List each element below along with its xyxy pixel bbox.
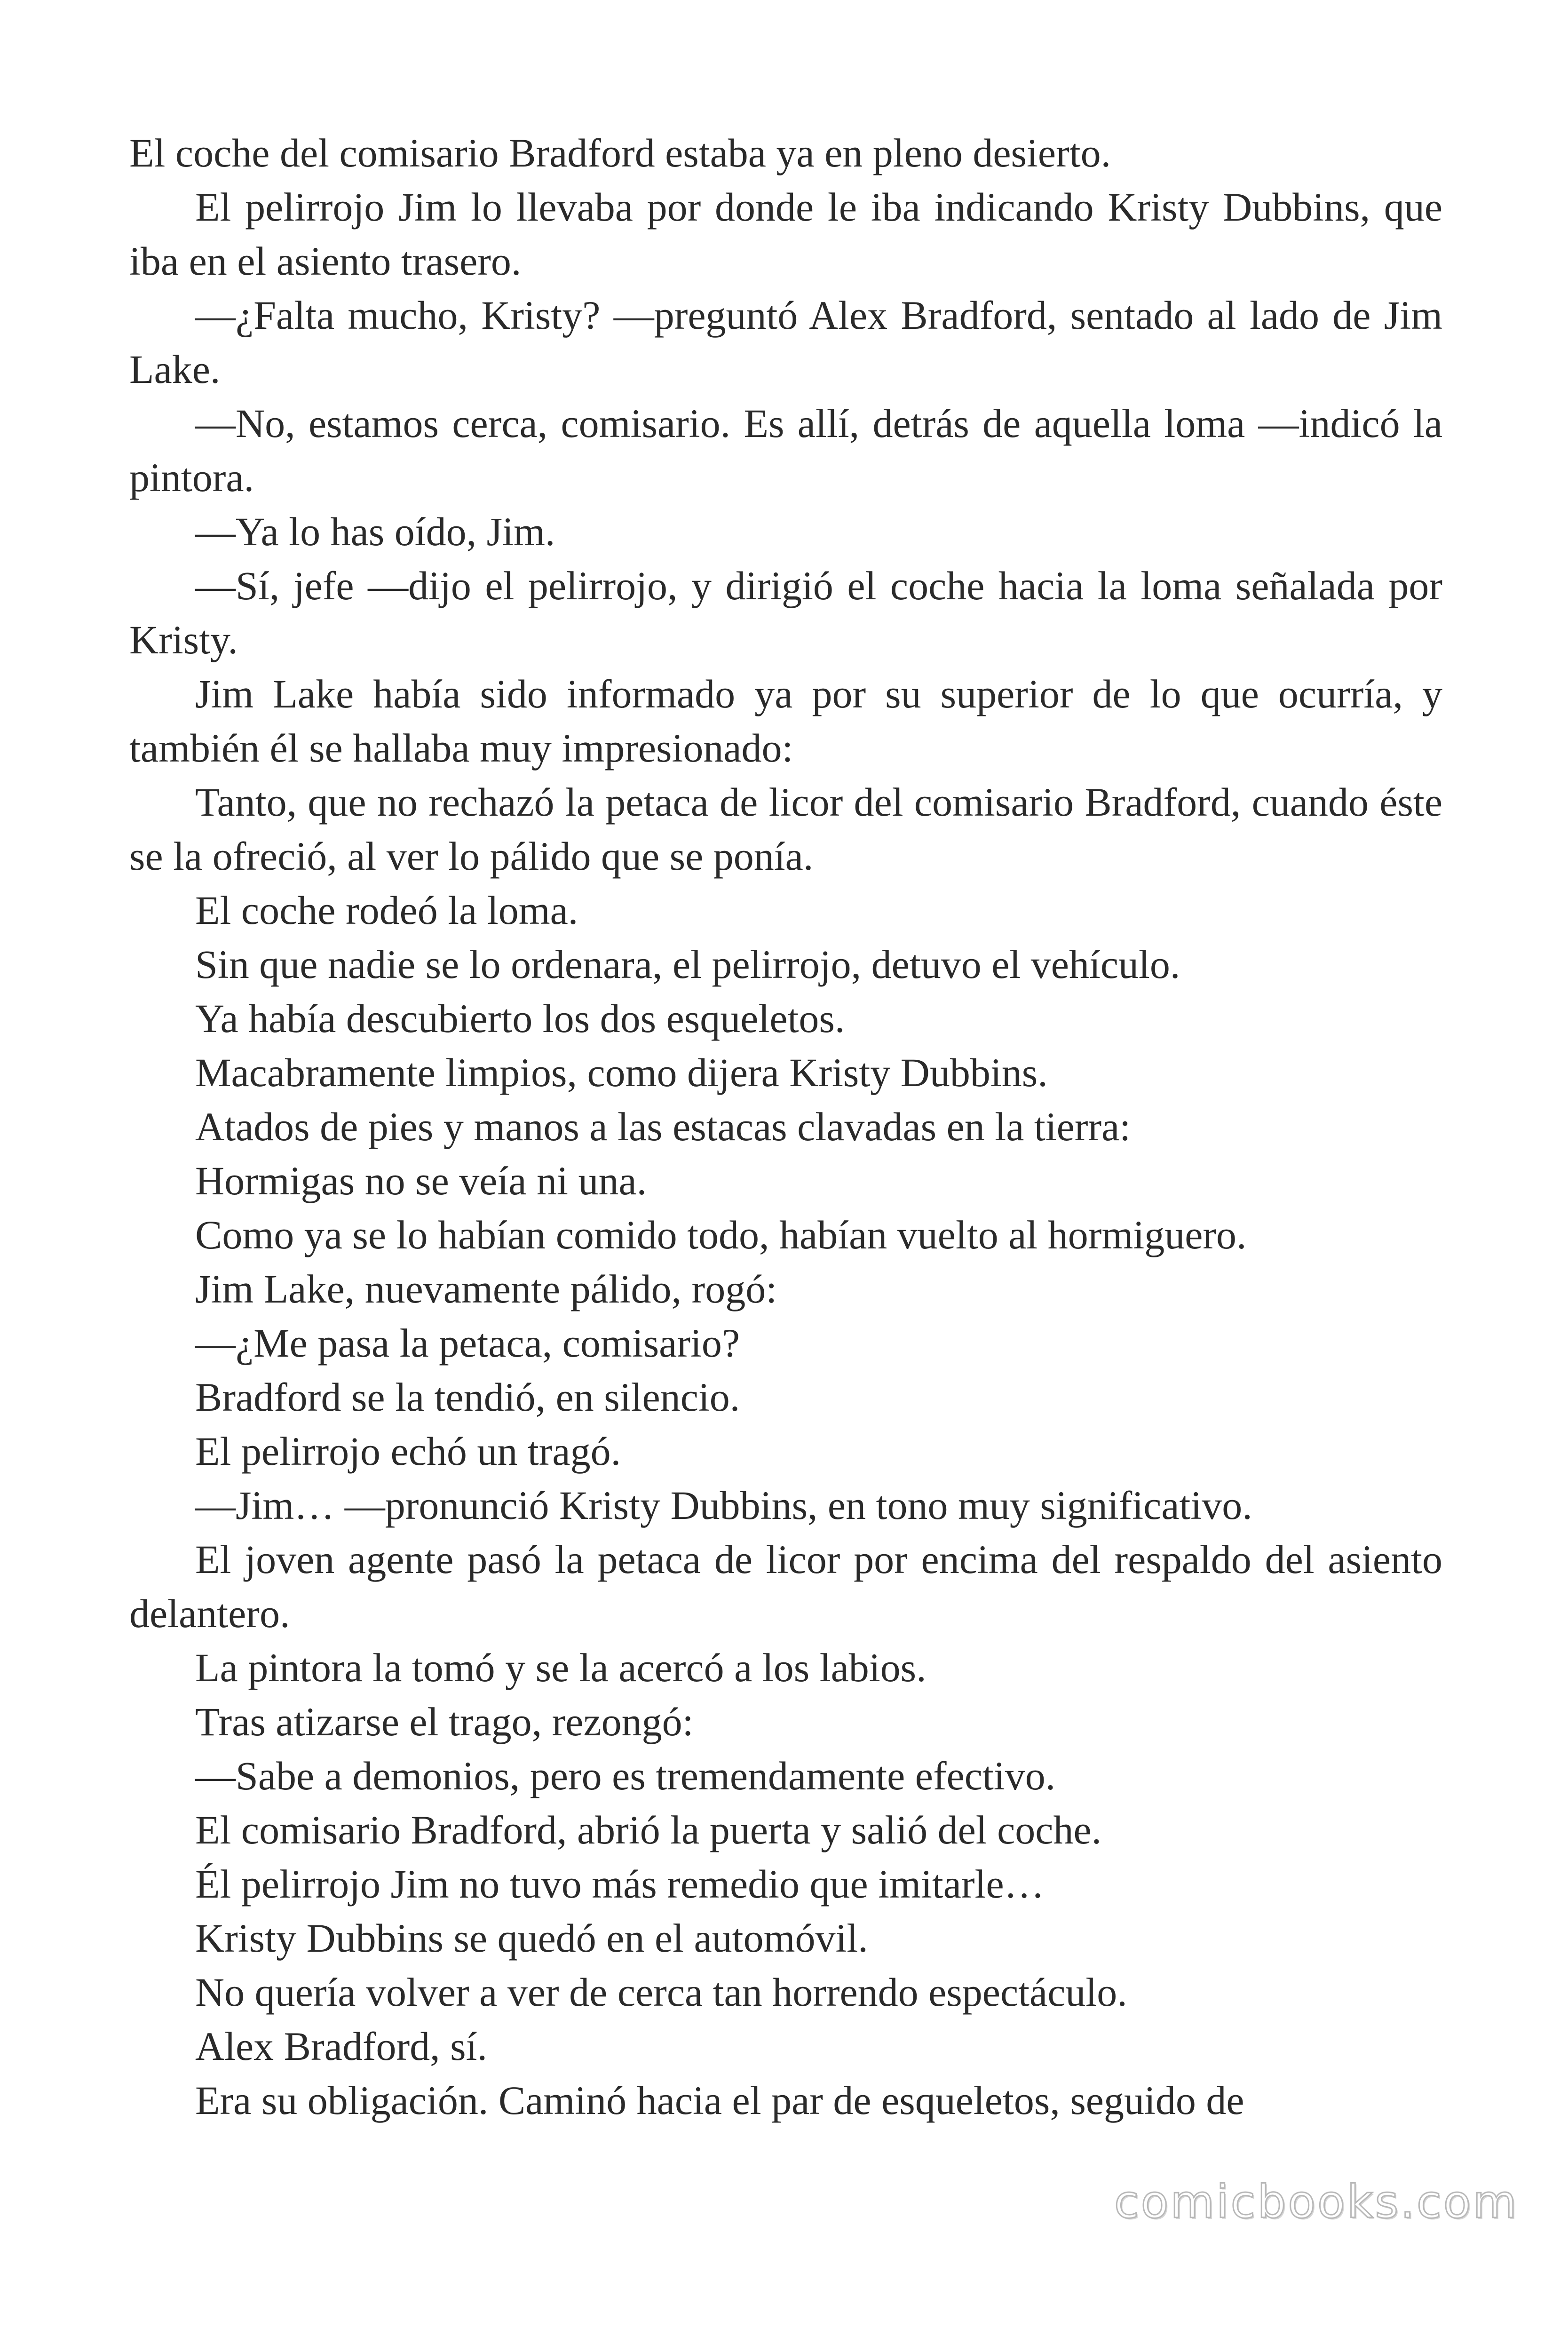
paragraph: Bradford se la tendió, en silencio. <box>195 1375 740 1420</box>
paragraph: Jim Lake, nuevamente pálido, rogó: <box>195 1266 777 1311</box>
paragraph: El pelirrojo echó un tragó. <box>195 1429 621 1474</box>
paragraph: Jim Lake había sido informado ya por su superior de lo que ocurría, y también él se hallaba muy impresionado: <box>129 671 1442 771</box>
paragraph: El comisario Bradford, abrió la puerta y salió del coche. <box>195 1807 1102 1852</box>
paragraph: Tanto, que no rechazó la petaca de licor del comisario Bradford, cuando éste se la ofreció, al ver lo pálido que se ponía. <box>129 779 1442 879</box>
paragraph: Era su obligación. Caminó hacia el par de esqueletos, seguido de <box>195 2078 1244 2123</box>
paragraph: —Ya lo has oído, Jim. <box>195 509 555 554</box>
paragraph: —No, estamos cerca, comisario. Es allí, detrás de aquella loma —indicó la pintora. <box>129 401 1442 500</box>
paragraph: Como ya se lo habían comido todo, habían vuelto al hormiguero. <box>195 1212 1247 1257</box>
paragraph: —Sabe a demonios, pero es tremendamente efectivo. <box>195 1753 1056 1798</box>
paragraph: —¿Me pasa la petaca, comisario? <box>195 1320 740 1366</box>
paragraph: —Sí, jefe —dijo el pelirrojo, y dirigió el coche hacia la loma señalada por Kristy. <box>129 563 1442 662</box>
paragraph: La pintora la tomó y se la acercó a los labios. <box>195 1645 927 1690</box>
paragraph: Tras atizarse el trago, rezongó: <box>195 1699 694 1744</box>
paragraph: Alex Bradford, sí. <box>195 2024 487 2069</box>
paragraph: —¿Falta mucho, Kristy? —preguntó Alex Bradford, sentado al lado de Jim Lake. <box>129 293 1442 392</box>
watermark: comicbooks.com <box>1114 2176 1519 2228</box>
paragraph: El coche del comisario Bradford estaba ya en pleno desierto. <box>129 130 1111 175</box>
paragraph: Macabramente limpios, como dijera Kristy Dubbins. <box>195 1050 1048 1095</box>
paragraph: —Jim… —pronunció Kristy Dubbins, en tono muy significativo. <box>195 1483 1252 1528</box>
paragraph: Hormigas no se veía ni una. <box>195 1158 647 1203</box>
paragraph: Sin que nadie se lo ordenara, el pelirrojo, detuvo el vehículo. <box>195 942 1180 987</box>
body-text <box>129 126 1442 2128</box>
paragraph: El coche rodeó la loma. <box>195 888 578 933</box>
paragraph: Atados de pies y manos a las estacas clavadas en la tierra: <box>195 1104 1131 1149</box>
paragraph: Él pelirrojo Jim no tuvo más remedio que imitarle… <box>195 1861 1045 1907</box>
paragraph: Ya había descubierto los dos esqueletos. <box>195 996 845 1041</box>
paragraph: Kristy Dubbins se quedó en el automóvil. <box>195 1915 868 1961</box>
paragraph: No quería volver a ver de cerca tan horrendo espectáculo. <box>195 1970 1127 2015</box>
paragraph: El joven agente pasó la petaca de licor por encima del respaldo del asiento delantero. <box>129 1537 1442 1636</box>
paragraph: El pelirrojo Jim lo llevaba por donde le iba indicando Kristy Dubbins, que iba en el asiento trasero. <box>129 184 1442 284</box>
